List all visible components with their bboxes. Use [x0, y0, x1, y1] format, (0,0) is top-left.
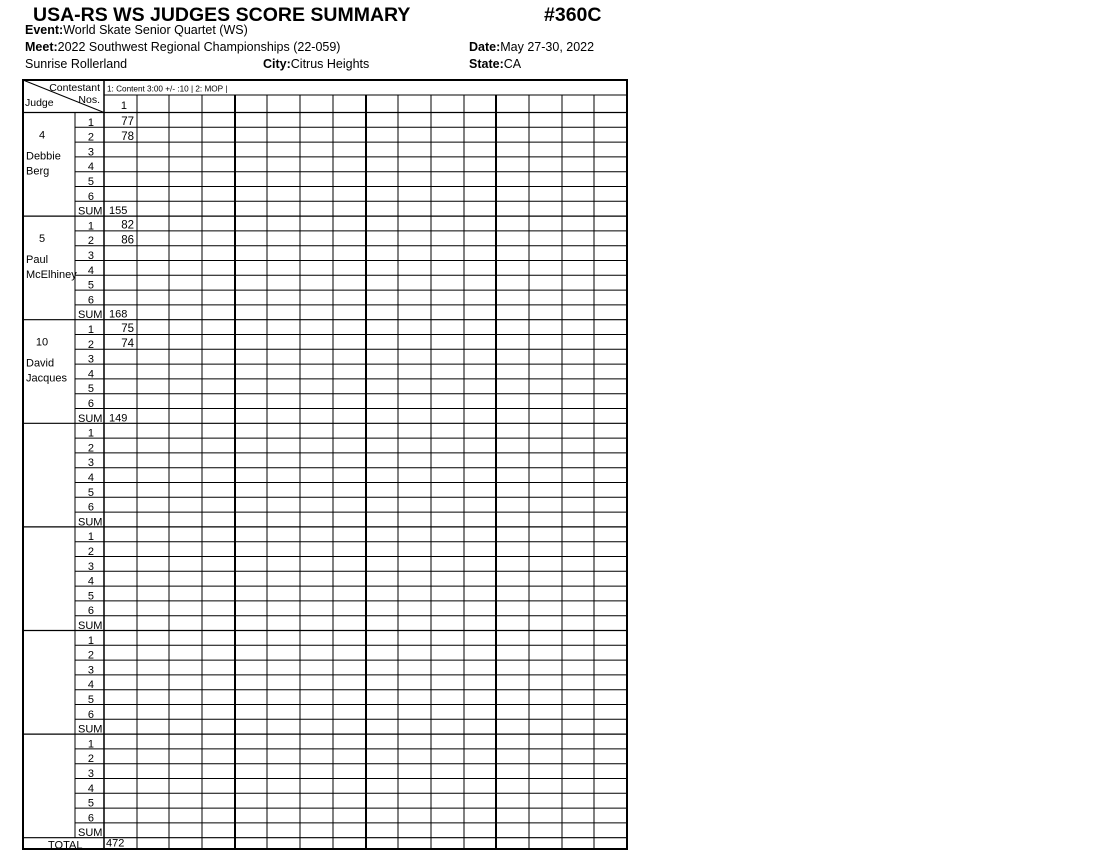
meet-label: Meet:	[25, 40, 58, 54]
row-number-label: 3	[87, 353, 94, 366]
row-number-label: 2	[87, 131, 94, 144]
row-number-label: 4	[87, 679, 94, 692]
page-title: USA-RS WS JUDGES SCORE SUMMARY	[33, 4, 411, 26]
row-number-label: 3	[87, 146, 94, 159]
sum-row-label: SUM	[78, 620, 103, 632]
row-number-label: 5	[87, 694, 94, 706]
row-number-label: 4	[87, 264, 94, 277]
judge-number: 4	[38, 129, 46, 142]
judge-last-name: Berg	[26, 165, 50, 178]
row-number-label: 6	[87, 398, 94, 410]
row-number-label: 6	[87, 190, 94, 203]
judge-score: 75	[121, 323, 134, 336]
scoring-note: 1: Content 3:00 +/- :10 | 2: MOP |	[107, 84, 228, 94]
row-number-label: 2	[87, 753, 94, 766]
row-number-label: 6	[87, 605, 94, 618]
row-number-label: 3	[87, 560, 94, 573]
total-value: 472	[106, 837, 125, 850]
row-number-label: 5	[87, 176, 94, 188]
city-value: Citrus Heights	[290, 57, 370, 71]
date-label: Date:	[469, 40, 501, 54]
state-value: CA	[503, 57, 522, 71]
row-number-label: 4	[87, 575, 94, 588]
sum-row-label: SUM	[78, 205, 103, 218]
judge-score: 78	[121, 130, 134, 143]
row-number-label: 4	[87, 161, 94, 174]
city-label: City:	[263, 57, 291, 71]
judge-score: 82	[121, 219, 134, 232]
row-number-label: 6	[87, 294, 94, 307]
judge-score: 74	[121, 338, 134, 350]
date-value: May 27-30, 2022	[500, 40, 595, 54]
total-label: TOTAL	[48, 839, 83, 850]
judge-first-name: Debbie	[26, 150, 61, 163]
state-label: State:	[469, 57, 504, 71]
row-number-label: 6	[87, 708, 94, 721]
judge-number: 10	[35, 336, 49, 349]
row-number-label: 5	[87, 383, 94, 396]
sum-row-label: SUM	[78, 412, 103, 425]
row-number-label: 1	[87, 220, 94, 233]
judge-score: 86	[121, 234, 134, 247]
row-number-label: 2	[87, 338, 94, 351]
contestant-number-1: 1	[120, 100, 127, 112]
venue-name: Sunrise Rollerland	[25, 57, 128, 71]
row-number-label: 1	[87, 634, 94, 647]
row-number-label: 2	[87, 649, 94, 662]
row-number-label: 1	[87, 427, 94, 440]
row-number-label: 2	[87, 546, 94, 558]
row-number-label: 3	[87, 457, 94, 470]
row-number-label: 2	[87, 442, 94, 455]
sum-row-label: SUM	[78, 827, 103, 840]
judge-first-name: David	[26, 357, 55, 370]
judge-number: 5	[38, 233, 46, 246]
row-number-label: 5	[87, 590, 94, 603]
row-number-label: 4	[87, 368, 94, 381]
row-number-label: 4	[87, 472, 94, 484]
row-number-label: 4	[87, 782, 94, 795]
row-number-label: 5	[87, 486, 94, 499]
event-label: Event:	[25, 23, 64, 37]
row-number-label: 6	[87, 501, 94, 514]
row-number-label: 2	[87, 235, 94, 248]
sum-row-label: SUM	[78, 516, 103, 529]
event-value: World Skate Senior Quartet (WS)	[63, 23, 248, 37]
row-number-label: 1	[87, 738, 94, 751]
judge-first-name: Paul	[26, 254, 49, 267]
corner-nos-label: Nos.	[78, 94, 100, 106]
corner-judge-label: Judge	[25, 97, 54, 109]
judge-sum: 168	[109, 308, 128, 321]
corner-contestant-label: Contestant	[49, 82, 100, 94]
sum-row-label: SUM	[78, 723, 103, 736]
judge-last-name: McElhiney	[26, 269, 77, 282]
meet-value: 2022 Southwest Regional Championships (22-059)	[57, 40, 341, 54]
sum-row-label: SUM	[78, 309, 103, 322]
row-number-label: 3	[87, 768, 94, 780]
judge-sum: 155	[109, 205, 128, 218]
judge-last-name: Jacques	[26, 372, 67, 385]
form-number: #360C	[544, 4, 602, 26]
row-number-label: 1	[87, 116, 94, 129]
row-number-label: 5	[87, 279, 94, 292]
judge-score: 77	[121, 116, 134, 128]
row-number-label: 1	[87, 324, 94, 336]
row-number-label: 3	[87, 664, 94, 677]
row-number-label: 6	[87, 812, 94, 825]
row-number-label: 5	[87, 797, 94, 810]
row-number-label: 3	[87, 250, 94, 262]
judge-sum: 149	[109, 412, 128, 425]
row-number-label: 1	[87, 531, 94, 544]
